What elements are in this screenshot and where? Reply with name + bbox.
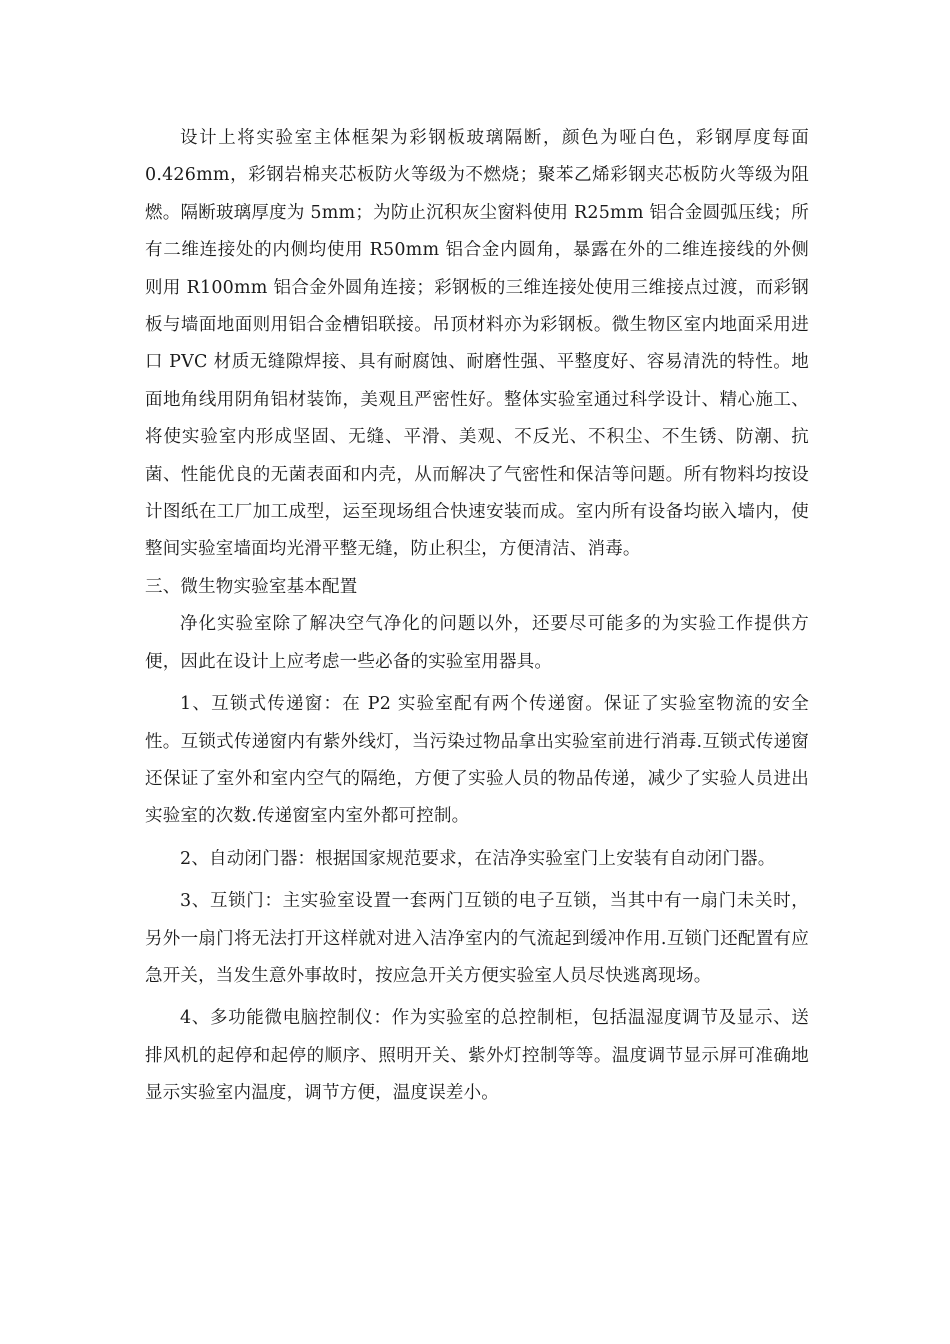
list-item-control-unit: 4、多功能微电脑控制仪：作为实验室的总控制柜，包括温湿度调节及显示、送排风机的起停和起停的顺序、照明开关、紫外灯控制等等。温度调节显示屏可准确地显示实验室内温度，调节方便，温度误差小。 <box>145 1008 809 1104</box>
section-heading-basic-configuration: 三、微生物实验室基本配置 <box>145 576 358 597</box>
document-body <box>145 120 809 1113</box>
list-item-interlock-pass-box: 1、互锁式传递窗：在 P2 实验室配有两个传递窗。保证了实验室物流的安全性。互锁式传递窗内有紫外线灯，当污染过物品拿出实验室前进行消毒.互锁式传递窗还保证了室外和室内空气的隔绝，方便了实验人员的物品传递，减少了实验人员进出实验室的次数.传递窗室内室外都可控制。 <box>145 694 809 827</box>
list-item-interlock-door: 3、互锁门：主实验室设置一套两门互锁的电子互锁，当其中有一扇门未关时，另外一扇门将无法打开这样就对进入洁净室内的气流起到缓冲作用.互锁门还配置有应急开关，当发生意外事故时，按应急开关方便实验室人员尽快逃离现场。 <box>145 891 809 986</box>
paragraph-intro: 净化实验室除了解决空气净化的问题以外，还要尽可能多的为实验工作提供方便，因此在设计上应考虑一些必备的实验室用器具。 <box>145 614 809 672</box>
list-item-auto-door-closer: 2、自动闭门器：根据国家规范要求，在洁净实验室门上安装有自动闭门器。 <box>180 848 776 869</box>
paragraph-structure: 设计上将实验室主体框架为彩钢板玻璃隔断，颜色为哑白色，彩钢厚度每面0.426mm，彩钢岩棉夹芯板防火等级为不燃烧；聚苯乙烯彩钢夹芯板防火等级为阻燃。隔断玻璃厚度为 5mm；为防止沉积灰尘窗料使用 R25mm 铝合金圆弧压线；所有二维连接处的内侧均使用 R50mm 铝合金内圆角，暴露在外的二维连接线的外侧则用 R100mm 铝合金外圆角连接；彩钢板的三维连接处使用三维接点过渡，而彩钢板与墙面地面则用铝合金槽铝联接。吊顶材料亦为彩钢板。微生物区室内地面采用进口 PVC 材质无缝隙焊接、具有耐腐蚀、耐磨性强、平整度好、容易清洗的特性。地面地角线用阴角铝材装饰，美观且严密性好。整体实验室通过科学设计、精心施工、将使实验室内形成坚固、无缝、平滑、美观、不反光、不积尘、不生锈、防潮、抗菌、性能优良的无菌表面和内壳，从而解决了气密性和保洁等问题。所有物料均按设计图纸在工厂加工成型，运至现场组合快速安装而成。室内所有设备均嵌入墙内，使整间实验室墙面均光滑平整无缝，防止积尘，方便清洁、消毒。 <box>145 128 809 560</box>
